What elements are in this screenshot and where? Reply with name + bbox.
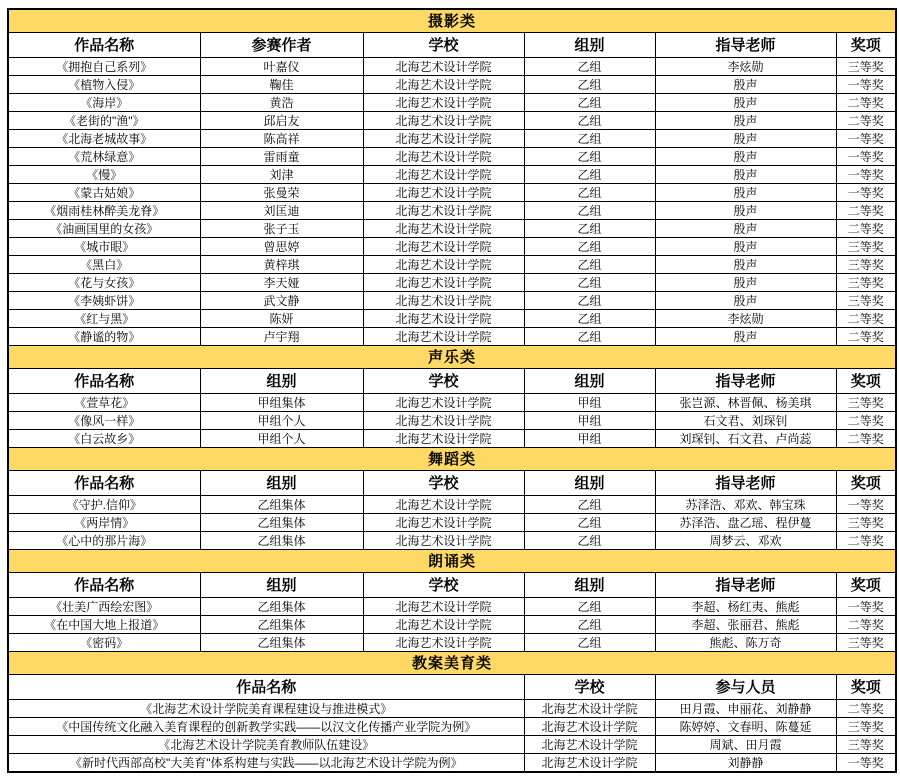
table-cell: 《北海艺术设计学院美育教师队伍建设》 <box>8 735 524 753</box>
table-cell: 北海艺术设计学院 <box>363 201 524 219</box>
table-cell: 《慢》 <box>8 165 200 183</box>
table-row <box>8 93 896 111</box>
table-cell: 乙组 <box>524 75 655 93</box>
table-cell: 北海艺术设计学院 <box>363 309 524 327</box>
table-cell: 苏泽浩、盘乙瑶、程伊蔓 <box>655 513 836 531</box>
table-row <box>8 237 896 255</box>
section-title: 声乐类 <box>8 345 896 368</box>
table-cell: 北海艺术设计学院 <box>363 57 524 75</box>
table-cell: 三等奖 <box>836 633 896 651</box>
table-cell: 三等奖 <box>836 273 896 291</box>
table-cell: 《中国传统文化融入美育课程的创新教学实践——以汉文化传播产业学院为例》 <box>8 717 524 735</box>
table-cell: 北海艺术设计学院 <box>524 735 655 753</box>
table-cell: 殷声 <box>655 291 836 309</box>
table-cell: 北海艺术设计学院 <box>363 393 524 411</box>
table-row <box>8 309 896 327</box>
table-cell: 二等奖 <box>836 201 896 219</box>
table-cell: 三等奖 <box>836 717 896 735</box>
table-cell: 鞠佳 <box>200 75 363 93</box>
column-header: 奖项 <box>836 674 896 699</box>
table-cell: 三等奖 <box>836 735 896 753</box>
table-row <box>8 201 896 219</box>
table-cell: 乙组集体 <box>200 633 363 651</box>
table-cell: 《北海艺术设计学院美育课程建设与推进模式》 <box>8 699 524 717</box>
table-cell: 殷声 <box>655 129 836 147</box>
table-cell: 北海艺术设计学院 <box>363 237 524 255</box>
table-cell: 《蒙古姑娘》 <box>8 183 200 201</box>
table-cell: 黄浩 <box>200 93 363 111</box>
table-cell: 三等奖 <box>836 291 896 309</box>
table-cell: 乙组 <box>524 291 655 309</box>
column-header: 作品名称 <box>8 368 200 393</box>
column-header: 作品名称 <box>8 674 524 699</box>
table-cell: 殷声 <box>655 75 836 93</box>
table-cell: 二等奖 <box>836 615 896 633</box>
column-header: 作品名称 <box>8 572 200 597</box>
table-cell: 三等奖 <box>836 255 896 273</box>
table-cell: 北海艺术设计学院 <box>363 273 524 291</box>
column-header: 组别 <box>200 368 363 393</box>
table-cell: 北海艺术设计学院 <box>363 93 524 111</box>
table-cell: 李炫勋 <box>655 57 836 75</box>
table-cell: 乙组 <box>524 597 655 615</box>
table-cell: 二等奖 <box>836 309 896 327</box>
table-cell: 《心中的那片海》 <box>8 531 200 549</box>
table-cell: 《红与黑》 <box>8 309 200 327</box>
table-row <box>8 219 896 237</box>
table-cell: 乙组集体 <box>200 513 363 531</box>
table-row <box>8 597 896 615</box>
table-cell: 《李姨虾饼》 <box>8 291 200 309</box>
table-row <box>8 753 896 772</box>
table-row <box>8 273 896 291</box>
table-cell: 北海艺术设计学院 <box>363 513 524 531</box>
table-row <box>8 129 896 147</box>
table-cell: 一等奖 <box>836 147 896 165</box>
column-header: 作品名称 <box>8 32 200 57</box>
section-title-row <box>8 9 896 32</box>
table-cell: 乙组 <box>524 93 655 111</box>
table-cell: 殷声 <box>655 165 836 183</box>
table-cell: 三等奖 <box>836 237 896 255</box>
table-cell: 二等奖 <box>836 699 896 717</box>
table-cell: 乙组 <box>524 633 655 651</box>
table-cell: 《像风一样》 <box>8 411 200 429</box>
table-cell: 北海艺术设计学院 <box>363 75 524 93</box>
table-cell: 乙组 <box>524 495 655 513</box>
table-cell: 《拥抱自己系列》 <box>8 57 200 75</box>
table-cell: 殷声 <box>655 273 836 291</box>
table-row <box>8 513 896 531</box>
table-cell: 北海艺术设计学院 <box>363 327 524 345</box>
column-header: 指导老师 <box>655 470 836 495</box>
table-cell: 乙组 <box>524 183 655 201</box>
column-header: 学校 <box>363 368 524 393</box>
table-row <box>8 735 896 753</box>
table-cell: 《密码》 <box>8 633 200 651</box>
table-row <box>8 531 896 549</box>
section-title-row <box>8 651 896 674</box>
table-row <box>8 183 896 201</box>
table-cell: 张曼荣 <box>200 183 363 201</box>
table-cell: 甲组个人 <box>200 411 363 429</box>
table-cell: 刘匡迪 <box>200 201 363 219</box>
table-cell: 殷声 <box>655 237 836 255</box>
column-header: 指导老师 <box>655 572 836 597</box>
table-cell: 甲组 <box>524 393 655 411</box>
table-cell: 《老街的"渔"》 <box>8 111 200 129</box>
table-cell: 乙组 <box>524 165 655 183</box>
table-cell: 熊彪、陈万奇 <box>655 633 836 651</box>
section-title: 朗诵类 <box>8 549 896 572</box>
table-cell: 刘津 <box>200 165 363 183</box>
table-row <box>8 255 896 273</box>
table-row <box>8 699 896 717</box>
table-cell: 北海艺术设计学院 <box>363 531 524 549</box>
column-header: 组别 <box>524 572 655 597</box>
table-row <box>8 495 896 513</box>
table-cell: 北海艺术设计学院 <box>363 183 524 201</box>
table-cell: 二等奖 <box>836 93 896 111</box>
table-row <box>8 147 896 165</box>
table-cell: 二等奖 <box>836 111 896 129</box>
column-header-row <box>8 674 896 699</box>
table-cell: 北海艺术设计学院 <box>363 255 524 273</box>
column-header: 奖项 <box>836 572 896 597</box>
table-cell: 一等奖 <box>836 183 896 201</box>
table-cell: 陈高祥 <box>200 129 363 147</box>
column-header: 奖项 <box>836 368 896 393</box>
table-cell: 石文君、刘琛钊 <box>655 411 836 429</box>
table-cell: 叶嘉仪 <box>200 57 363 75</box>
table-cell: 北海艺术设计学院 <box>363 291 524 309</box>
table-cell: 《北海老城故事》 <box>8 129 200 147</box>
table-cell: 乙组集体 <box>200 597 363 615</box>
table-cell: 乙组 <box>524 129 655 147</box>
table-cell: 周斌、田月霞 <box>655 735 836 753</box>
table-cell: 北海艺术设计学院 <box>363 495 524 513</box>
table-cell: 陈婷婷、文春明、陈蔓延 <box>655 717 836 735</box>
table-cell: 《萱草花》 <box>8 393 200 411</box>
table-cell: 一等奖 <box>836 495 896 513</box>
table-cell: 一等奖 <box>836 129 896 147</box>
column-header: 参与人员 <box>655 674 836 699</box>
table-cell: 乙组 <box>524 57 655 75</box>
column-header: 奖项 <box>836 32 896 57</box>
section-title-row <box>8 549 896 572</box>
column-header: 奖项 <box>836 470 896 495</box>
table-cell: 刘静静 <box>655 753 836 772</box>
column-header: 指导老师 <box>655 32 836 57</box>
table-cell: 甲组集体 <box>200 393 363 411</box>
table-cell: 北海艺术设计学院 <box>524 717 655 735</box>
column-header: 学校 <box>524 674 655 699</box>
table-row <box>8 291 896 309</box>
section-title: 舞蹈类 <box>8 447 896 470</box>
table-cell: 周梦云、邓欢 <box>655 531 836 549</box>
table-cell: 乙组 <box>524 273 655 291</box>
column-header: 指导老师 <box>655 368 836 393</box>
table-cell: 北海艺术设计学院 <box>524 699 655 717</box>
table-cell: 《壮美广西绘宏图》 <box>8 597 200 615</box>
column-header: 参赛作者 <box>200 32 363 57</box>
column-header: 组别 <box>524 368 655 393</box>
column-header: 组别 <box>200 572 363 597</box>
table-cell: 乙组集体 <box>200 615 363 633</box>
column-header-row <box>8 32 896 57</box>
section-title-row <box>8 447 896 470</box>
table-cell: 乙组 <box>524 615 655 633</box>
table-cell: 《荒林绿意》 <box>8 147 200 165</box>
section-title: 摄影类 <box>8 9 896 32</box>
column-header: 组别 <box>524 32 655 57</box>
table-cell: 北海艺术设计学院 <box>363 129 524 147</box>
table-cell: 黄梓琪 <box>200 255 363 273</box>
table-cell: 《烟雨桂林醉美龙脊》 <box>8 201 200 219</box>
table-cell: 三等奖 <box>836 393 896 411</box>
table-cell: 北海艺术设计学院 <box>363 165 524 183</box>
table-cell: 甲组 <box>524 411 655 429</box>
section-title: 教案美育类 <box>8 651 896 674</box>
table-row <box>8 393 896 411</box>
table-cell: 二等奖 <box>836 411 896 429</box>
column-header: 组别 <box>524 470 655 495</box>
table-cell: 苏泽浩、邓欢、韩宝珠 <box>655 495 836 513</box>
table-cell: 《油画国里的女孩》 <box>8 219 200 237</box>
table-cell: 李超、张丽君、熊彪 <box>655 615 836 633</box>
column-header-row <box>8 470 896 495</box>
table-cell: 乙组 <box>524 201 655 219</box>
table-cell: 殷声 <box>655 147 836 165</box>
table-cell: 曾思婷 <box>200 237 363 255</box>
table-cell: 三等奖 <box>836 513 896 531</box>
table-cell: 二等奖 <box>836 429 896 447</box>
column-header: 学校 <box>363 572 524 597</box>
table-cell: 殷声 <box>655 219 836 237</box>
table-cell: 北海艺术设计学院 <box>363 411 524 429</box>
table-cell: 乙组 <box>524 237 655 255</box>
table-cell: 甲组个人 <box>200 429 363 447</box>
table-cell: 一等奖 <box>836 75 896 93</box>
table-cell: 《城市眼》 <box>8 237 200 255</box>
awards-table-body <box>8 9 896 772</box>
table-cell: 《守护.信仰》 <box>8 495 200 513</box>
table-cell: 殷声 <box>655 201 836 219</box>
table-cell: 雷雨童 <box>200 147 363 165</box>
table-cell: 一等奖 <box>836 597 896 615</box>
table-cell: 乙组 <box>524 327 655 345</box>
table-cell: 《两岸情》 <box>8 513 200 531</box>
column-header: 学校 <box>363 470 524 495</box>
table-row <box>8 111 896 129</box>
table-cell: 《植物入侵》 <box>8 75 200 93</box>
table-row <box>8 411 896 429</box>
table-cell: 乙组 <box>524 513 655 531</box>
table-cell: 二等奖 <box>836 531 896 549</box>
table-cell: 北海艺术设计学院 <box>363 111 524 129</box>
table-cell: 张子玉 <box>200 219 363 237</box>
table-cell: 北海艺术设计学院 <box>363 615 524 633</box>
table-row <box>8 633 896 651</box>
table-cell: 殷声 <box>655 255 836 273</box>
table-cell: 北海艺术设计学院 <box>363 429 524 447</box>
table-row <box>8 327 896 345</box>
table-cell: 李炫勋 <box>655 309 836 327</box>
table-cell: 《在中国大地上报道》 <box>8 615 200 633</box>
table-cell: 乙组集体 <box>200 495 363 513</box>
table-cell: 三等奖 <box>836 57 896 75</box>
table-cell: 刘琛钊、石文君、卢尚蕊 <box>655 429 836 447</box>
table-cell: 二等奖 <box>836 219 896 237</box>
column-header: 作品名称 <box>8 470 200 495</box>
table-row <box>8 615 896 633</box>
table-cell: 一等奖 <box>836 753 896 772</box>
column-header-row <box>8 368 896 393</box>
table-cell: 北海艺术设计学院 <box>524 753 655 772</box>
table-cell: 乙组 <box>524 219 655 237</box>
table-cell: 李天娅 <box>200 273 363 291</box>
table-row <box>8 75 896 93</box>
table-cell: 二等奖 <box>836 327 896 345</box>
table-cell: 乙组 <box>524 255 655 273</box>
column-header: 学校 <box>363 32 524 57</box>
table-cell: 殷声 <box>655 93 836 111</box>
table-cell: 陈妍 <box>200 309 363 327</box>
table-cell: 李超、杨红夷、熊彪 <box>655 597 836 615</box>
table-cell: 乙组 <box>524 531 655 549</box>
table-cell: 《新时代西部高校"大美育"体系构建与实践——以北海艺术设计学院为例》 <box>8 753 524 772</box>
table-cell: 田月霞、申丽花、刘静静 <box>655 699 836 717</box>
column-header: 组别 <box>200 470 363 495</box>
table-cell: 邱启友 <box>200 111 363 129</box>
column-header-row <box>8 572 896 597</box>
table-row <box>8 57 896 75</box>
table-cell: 《花与女孩》 <box>8 273 200 291</box>
table-cell: 一等奖 <box>836 165 896 183</box>
table-cell: 卢宇翔 <box>200 327 363 345</box>
table-cell: 《静谧的物》 <box>8 327 200 345</box>
section-title-row <box>8 345 896 368</box>
table-cell: 武文静 <box>200 291 363 309</box>
table-cell: 北海艺术设计学院 <box>363 597 524 615</box>
table-cell: 北海艺术设计学院 <box>363 147 524 165</box>
table-cell: 《海岸》 <box>8 93 200 111</box>
table-cell: 《白云故乡》 <box>8 429 200 447</box>
table-row <box>8 717 896 735</box>
table-cell: 乙组 <box>524 147 655 165</box>
table-cell: 殷声 <box>655 183 836 201</box>
table-row <box>8 429 896 447</box>
table-cell: 张岂源、林晋佩、杨美琪 <box>655 393 836 411</box>
table-cell: 乙组集体 <box>200 531 363 549</box>
table-cell: 北海艺术设计学院 <box>363 633 524 651</box>
table-row <box>8 165 896 183</box>
table-cell: 北海艺术设计学院 <box>363 219 524 237</box>
table-cell: 殷声 <box>655 327 836 345</box>
table-cell: 乙组 <box>524 309 655 327</box>
table-cell: 乙组 <box>524 111 655 129</box>
table-cell: 殷声 <box>655 111 836 129</box>
table-cell: 《黑白》 <box>8 255 200 273</box>
table-cell: 甲组 <box>524 429 655 447</box>
awards-table <box>7 8 897 773</box>
